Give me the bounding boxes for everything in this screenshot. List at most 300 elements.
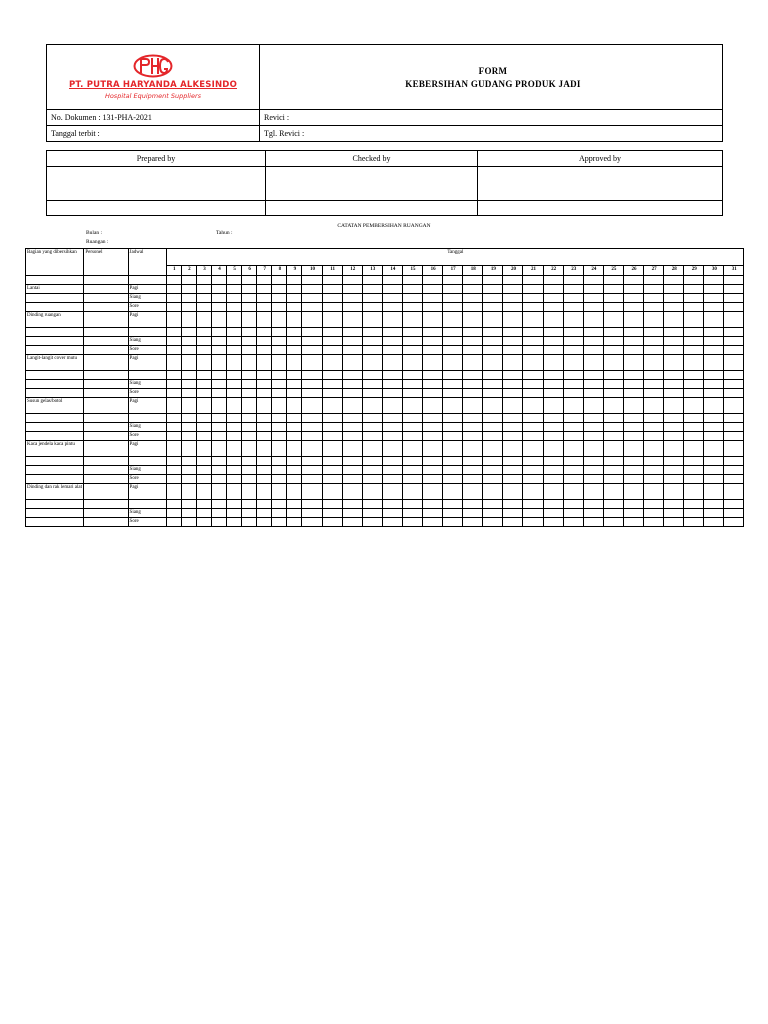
check-cell[interactable] xyxy=(402,346,422,355)
check-cell[interactable] xyxy=(287,475,302,484)
check-cell[interactable] xyxy=(402,371,422,380)
check-cell[interactable] xyxy=(362,355,382,371)
check-cell[interactable] xyxy=(563,457,583,466)
check-cell[interactable] xyxy=(644,380,664,389)
check-cell[interactable] xyxy=(684,484,704,500)
check-cell[interactable] xyxy=(603,355,623,371)
check-cell[interactable] xyxy=(227,328,242,337)
check-cell[interactable] xyxy=(362,509,382,518)
check-cell[interactable] xyxy=(257,484,272,500)
check-cell[interactable] xyxy=(684,518,704,527)
check-cell[interactable] xyxy=(302,457,322,466)
check-cell[interactable] xyxy=(503,294,523,303)
check-cell[interactable] xyxy=(302,518,322,527)
check-cell[interactable] xyxy=(563,441,583,457)
check-cell[interactable] xyxy=(463,432,483,441)
check-cell[interactable] xyxy=(583,294,603,303)
check-cell[interactable] xyxy=(166,500,181,509)
check-cell[interactable] xyxy=(302,398,322,414)
check-cell[interactable] xyxy=(287,380,302,389)
check-cell[interactable] xyxy=(543,303,563,312)
check-cell[interactable] xyxy=(523,518,543,527)
check-cell[interactable] xyxy=(583,509,603,518)
check-cell[interactable] xyxy=(623,355,643,371)
check-cell[interactable] xyxy=(563,500,583,509)
check-cell[interactable] xyxy=(302,380,322,389)
check-cell[interactable] xyxy=(402,484,422,500)
check-cell[interactable] xyxy=(623,398,643,414)
check-cell[interactable] xyxy=(724,371,744,380)
personel-cell[interactable] xyxy=(84,414,128,423)
check-cell[interactable] xyxy=(181,484,196,500)
check-cell[interactable] xyxy=(543,423,563,432)
check-cell[interactable] xyxy=(287,518,302,527)
check-cell[interactable] xyxy=(342,457,362,466)
spacer-cell[interactable] xyxy=(211,276,226,285)
spacer-cell[interactable] xyxy=(242,276,257,285)
check-cell[interactable] xyxy=(563,475,583,484)
check-cell[interactable] xyxy=(257,285,272,294)
check-cell[interactable] xyxy=(382,518,402,527)
check-cell[interactable] xyxy=(322,328,342,337)
approved-by-name[interactable] xyxy=(478,201,723,216)
check-cell[interactable] xyxy=(704,371,724,380)
check-cell[interactable] xyxy=(664,432,684,441)
check-cell[interactable] xyxy=(543,475,563,484)
spacer-cell[interactable] xyxy=(483,276,503,285)
check-cell[interactable] xyxy=(196,312,211,328)
check-cell[interactable] xyxy=(423,346,443,355)
check-cell[interactable] xyxy=(302,337,322,346)
check-cell[interactable] xyxy=(181,312,196,328)
check-cell[interactable] xyxy=(196,466,211,475)
check-cell[interactable] xyxy=(287,398,302,414)
personel-cell[interactable] xyxy=(84,484,128,500)
check-cell[interactable] xyxy=(272,303,287,312)
check-cell[interactable] xyxy=(166,484,181,500)
check-cell[interactable] xyxy=(644,355,664,371)
check-cell[interactable] xyxy=(196,414,211,423)
check-cell[interactable] xyxy=(664,371,684,380)
check-cell[interactable] xyxy=(463,466,483,475)
check-cell[interactable] xyxy=(724,328,744,337)
check-cell[interactable] xyxy=(423,380,443,389)
check-cell[interactable] xyxy=(603,475,623,484)
check-cell[interactable] xyxy=(603,484,623,500)
check-cell[interactable] xyxy=(382,346,402,355)
check-cell[interactable] xyxy=(664,441,684,457)
check-cell[interactable] xyxy=(583,457,603,466)
check-cell[interactable] xyxy=(272,466,287,475)
check-cell[interactable] xyxy=(563,380,583,389)
check-cell[interactable] xyxy=(302,500,322,509)
check-cell[interactable] xyxy=(211,457,226,466)
check-cell[interactable] xyxy=(166,475,181,484)
check-cell[interactable] xyxy=(423,457,443,466)
check-cell[interactable] xyxy=(623,312,643,328)
check-cell[interactable] xyxy=(322,457,342,466)
personel-cell[interactable] xyxy=(84,346,128,355)
check-cell[interactable] xyxy=(483,509,503,518)
check-cell[interactable] xyxy=(287,423,302,432)
check-cell[interactable] xyxy=(483,466,503,475)
check-cell[interactable] xyxy=(166,380,181,389)
check-cell[interactable] xyxy=(664,414,684,423)
check-cell[interactable] xyxy=(543,371,563,380)
check-cell[interactable] xyxy=(644,432,664,441)
check-cell[interactable] xyxy=(302,371,322,380)
check-cell[interactable] xyxy=(443,484,463,500)
check-cell[interactable] xyxy=(664,346,684,355)
check-cell[interactable] xyxy=(443,380,463,389)
check-cell[interactable] xyxy=(523,389,543,398)
check-cell[interactable] xyxy=(362,346,382,355)
spacer-cell[interactable] xyxy=(402,276,422,285)
check-cell[interactable] xyxy=(287,466,302,475)
check-cell[interactable] xyxy=(623,509,643,518)
check-cell[interactable] xyxy=(242,484,257,500)
check-cell[interactable] xyxy=(166,432,181,441)
check-cell[interactable] xyxy=(724,432,744,441)
check-cell[interactable] xyxy=(684,355,704,371)
check-cell[interactable] xyxy=(342,355,362,371)
check-cell[interactable] xyxy=(342,509,362,518)
check-cell[interactable] xyxy=(443,328,463,337)
check-cell[interactable] xyxy=(382,312,402,328)
check-cell[interactable] xyxy=(342,475,362,484)
check-cell[interactable] xyxy=(724,466,744,475)
check-cell[interactable] xyxy=(287,457,302,466)
check-cell[interactable] xyxy=(196,337,211,346)
check-cell[interactable] xyxy=(302,294,322,303)
check-cell[interactable] xyxy=(166,328,181,337)
check-cell[interactable] xyxy=(272,441,287,457)
check-cell[interactable] xyxy=(543,457,563,466)
check-cell[interactable] xyxy=(603,294,623,303)
check-cell[interactable] xyxy=(382,328,402,337)
check-cell[interactable] xyxy=(523,484,543,500)
check-cell[interactable] xyxy=(684,328,704,337)
check-cell[interactable] xyxy=(272,484,287,500)
check-cell[interactable] xyxy=(227,312,242,328)
check-cell[interactable] xyxy=(382,355,402,371)
check-cell[interactable] xyxy=(227,294,242,303)
check-cell[interactable] xyxy=(523,294,543,303)
check-cell[interactable] xyxy=(644,509,664,518)
check-cell[interactable] xyxy=(302,475,322,484)
check-cell[interactable] xyxy=(664,312,684,328)
check-cell[interactable] xyxy=(583,328,603,337)
check-cell[interactable] xyxy=(272,518,287,527)
check-cell[interactable] xyxy=(523,337,543,346)
check-cell[interactable] xyxy=(362,466,382,475)
check-cell[interactable] xyxy=(583,389,603,398)
check-cell[interactable] xyxy=(242,355,257,371)
check-cell[interactable] xyxy=(242,414,257,423)
check-cell[interactable] xyxy=(362,294,382,303)
check-cell[interactable] xyxy=(242,312,257,328)
check-cell[interactable] xyxy=(287,371,302,380)
personel-cell[interactable] xyxy=(84,500,128,509)
spacer-cell[interactable] xyxy=(583,276,603,285)
check-cell[interactable] xyxy=(402,337,422,346)
check-cell[interactable] xyxy=(423,328,443,337)
check-cell[interactable] xyxy=(272,398,287,414)
check-cell[interactable] xyxy=(583,337,603,346)
check-cell[interactable] xyxy=(684,414,704,423)
room-field[interactable]: Ruangan : xyxy=(86,239,109,245)
check-cell[interactable] xyxy=(644,294,664,303)
check-cell[interactable] xyxy=(196,457,211,466)
check-cell[interactable] xyxy=(362,414,382,423)
spacer-cell[interactable] xyxy=(362,276,382,285)
spacer-cell[interactable] xyxy=(503,276,523,285)
check-cell[interactable] xyxy=(342,423,362,432)
check-cell[interactable] xyxy=(242,371,257,380)
check-cell[interactable] xyxy=(257,337,272,346)
check-cell[interactable] xyxy=(543,380,563,389)
check-cell[interactable] xyxy=(362,303,382,312)
check-cell[interactable] xyxy=(704,441,724,457)
check-cell[interactable] xyxy=(362,337,382,346)
check-cell[interactable] xyxy=(287,328,302,337)
check-cell[interactable] xyxy=(196,441,211,457)
check-cell[interactable] xyxy=(684,371,704,380)
year-field[interactable]: Tahun : xyxy=(216,230,233,236)
check-cell[interactable] xyxy=(181,294,196,303)
check-cell[interactable] xyxy=(242,500,257,509)
check-cell[interactable] xyxy=(211,414,226,423)
check-cell[interactable] xyxy=(523,432,543,441)
spacer-cell[interactable] xyxy=(257,276,272,285)
check-cell[interactable] xyxy=(382,414,402,423)
check-cell[interactable] xyxy=(543,432,563,441)
check-cell[interactable] xyxy=(583,346,603,355)
check-cell[interactable] xyxy=(302,355,322,371)
check-cell[interactable] xyxy=(563,328,583,337)
check-cell[interactable] xyxy=(704,398,724,414)
check-cell[interactable] xyxy=(242,423,257,432)
check-cell[interactable] xyxy=(402,294,422,303)
check-cell[interactable] xyxy=(362,398,382,414)
check-cell[interactable] xyxy=(181,303,196,312)
check-cell[interactable] xyxy=(322,285,342,294)
personel-cell[interactable] xyxy=(84,518,128,527)
check-cell[interactable] xyxy=(603,398,623,414)
check-cell[interactable] xyxy=(322,346,342,355)
check-cell[interactable] xyxy=(196,432,211,441)
check-cell[interactable] xyxy=(342,303,362,312)
check-cell[interactable] xyxy=(463,294,483,303)
check-cell[interactable] xyxy=(644,337,664,346)
check-cell[interactable] xyxy=(463,484,483,500)
check-cell[interactable] xyxy=(242,380,257,389)
check-cell[interactable] xyxy=(684,303,704,312)
check-cell[interactable] xyxy=(503,414,523,423)
spacer-cell[interactable] xyxy=(543,276,563,285)
check-cell[interactable] xyxy=(724,423,744,432)
check-cell[interactable] xyxy=(623,475,643,484)
check-cell[interactable] xyxy=(664,500,684,509)
check-cell[interactable] xyxy=(483,312,503,328)
check-cell[interactable] xyxy=(302,466,322,475)
check-cell[interactable] xyxy=(443,355,463,371)
check-cell[interactable] xyxy=(523,371,543,380)
check-cell[interactable] xyxy=(196,346,211,355)
check-cell[interactable] xyxy=(603,414,623,423)
check-cell[interactable] xyxy=(362,432,382,441)
spacer-cell[interactable] xyxy=(523,276,543,285)
check-cell[interactable] xyxy=(322,337,342,346)
check-cell[interactable] xyxy=(523,414,543,423)
check-cell[interactable] xyxy=(181,466,196,475)
check-cell[interactable] xyxy=(603,312,623,328)
check-cell[interactable] xyxy=(443,509,463,518)
check-cell[interactable] xyxy=(623,294,643,303)
check-cell[interactable] xyxy=(463,475,483,484)
check-cell[interactable] xyxy=(503,441,523,457)
check-cell[interactable] xyxy=(483,441,503,457)
check-cell[interactable] xyxy=(181,285,196,294)
check-cell[interactable] xyxy=(196,518,211,527)
check-cell[interactable] xyxy=(272,509,287,518)
check-cell[interactable] xyxy=(181,389,196,398)
check-cell[interactable] xyxy=(583,441,603,457)
check-cell[interactable] xyxy=(423,500,443,509)
check-cell[interactable] xyxy=(704,432,724,441)
check-cell[interactable] xyxy=(563,414,583,423)
check-cell[interactable] xyxy=(724,441,744,457)
check-cell[interactable] xyxy=(322,414,342,423)
check-cell[interactable] xyxy=(242,509,257,518)
check-cell[interactable] xyxy=(402,432,422,441)
check-cell[interactable] xyxy=(257,432,272,441)
check-cell[interactable] xyxy=(322,518,342,527)
check-cell[interactable] xyxy=(257,380,272,389)
check-cell[interactable] xyxy=(272,457,287,466)
check-cell[interactable] xyxy=(287,500,302,509)
check-cell[interactable] xyxy=(443,371,463,380)
check-cell[interactable] xyxy=(583,355,603,371)
check-cell[interactable] xyxy=(257,389,272,398)
check-cell[interactable] xyxy=(211,328,226,337)
check-cell[interactable] xyxy=(166,518,181,527)
check-cell[interactable] xyxy=(483,414,503,423)
check-cell[interactable] xyxy=(523,328,543,337)
check-cell[interactable] xyxy=(644,398,664,414)
check-cell[interactable] xyxy=(644,285,664,294)
check-cell[interactable] xyxy=(503,380,523,389)
check-cell[interactable] xyxy=(242,285,257,294)
check-cell[interactable] xyxy=(664,466,684,475)
check-cell[interactable] xyxy=(563,398,583,414)
personel-cell[interactable] xyxy=(84,457,128,466)
check-cell[interactable] xyxy=(603,509,623,518)
check-cell[interactable] xyxy=(342,328,362,337)
check-cell[interactable] xyxy=(242,441,257,457)
check-cell[interactable] xyxy=(523,500,543,509)
check-cell[interactable] xyxy=(523,509,543,518)
check-cell[interactable] xyxy=(503,518,523,527)
check-cell[interactable] xyxy=(166,509,181,518)
check-cell[interactable] xyxy=(287,285,302,294)
check-cell[interactable] xyxy=(704,518,724,527)
check-cell[interactable] xyxy=(704,423,724,432)
check-cell[interactable] xyxy=(211,355,226,371)
check-cell[interactable] xyxy=(543,518,563,527)
check-cell[interactable] xyxy=(227,285,242,294)
check-cell[interactable] xyxy=(724,312,744,328)
check-cell[interactable] xyxy=(543,509,563,518)
check-cell[interactable] xyxy=(211,500,226,509)
check-cell[interactable] xyxy=(257,423,272,432)
check-cell[interactable] xyxy=(463,312,483,328)
check-cell[interactable] xyxy=(704,346,724,355)
check-cell[interactable] xyxy=(272,414,287,423)
check-cell[interactable] xyxy=(463,337,483,346)
check-cell[interactable] xyxy=(463,509,483,518)
check-cell[interactable] xyxy=(463,355,483,371)
check-cell[interactable] xyxy=(272,294,287,303)
check-cell[interactable] xyxy=(623,389,643,398)
check-cell[interactable] xyxy=(463,518,483,527)
spacer-cell[interactable] xyxy=(342,276,362,285)
spacer-cell[interactable] xyxy=(227,276,242,285)
check-cell[interactable] xyxy=(724,355,744,371)
check-cell[interactable] xyxy=(382,432,402,441)
check-cell[interactable] xyxy=(704,355,724,371)
spacer-cell[interactable] xyxy=(684,276,704,285)
check-cell[interactable] xyxy=(272,432,287,441)
check-cell[interactable] xyxy=(644,389,664,398)
check-cell[interactable] xyxy=(342,337,362,346)
check-cell[interactable] xyxy=(483,398,503,414)
check-cell[interactable] xyxy=(181,423,196,432)
check-cell[interactable] xyxy=(724,285,744,294)
personel-cell[interactable] xyxy=(84,337,128,346)
check-cell[interactable] xyxy=(684,509,704,518)
check-cell[interactable] xyxy=(463,423,483,432)
check-cell[interactable] xyxy=(543,414,563,423)
check-cell[interactable] xyxy=(227,441,242,457)
check-cell[interactable] xyxy=(563,518,583,527)
check-cell[interactable] xyxy=(166,294,181,303)
check-cell[interactable] xyxy=(684,441,704,457)
check-cell[interactable] xyxy=(272,285,287,294)
check-cell[interactable] xyxy=(362,285,382,294)
check-cell[interactable] xyxy=(443,457,463,466)
check-cell[interactable] xyxy=(257,509,272,518)
check-cell[interactable] xyxy=(342,441,362,457)
check-cell[interactable] xyxy=(664,423,684,432)
check-cell[interactable] xyxy=(684,312,704,328)
check-cell[interactable] xyxy=(603,380,623,389)
check-cell[interactable] xyxy=(166,441,181,457)
check-cell[interactable] xyxy=(227,337,242,346)
check-cell[interactable] xyxy=(503,475,523,484)
check-cell[interactable] xyxy=(623,441,643,457)
check-cell[interactable] xyxy=(402,355,422,371)
check-cell[interactable] xyxy=(623,484,643,500)
check-cell[interactable] xyxy=(257,355,272,371)
personel-cell[interactable] xyxy=(84,380,128,389)
check-cell[interactable] xyxy=(362,441,382,457)
check-cell[interactable] xyxy=(644,423,664,432)
check-cell[interactable] xyxy=(272,312,287,328)
spacer-cell[interactable] xyxy=(382,276,402,285)
check-cell[interactable] xyxy=(302,328,322,337)
check-cell[interactable] xyxy=(583,500,603,509)
